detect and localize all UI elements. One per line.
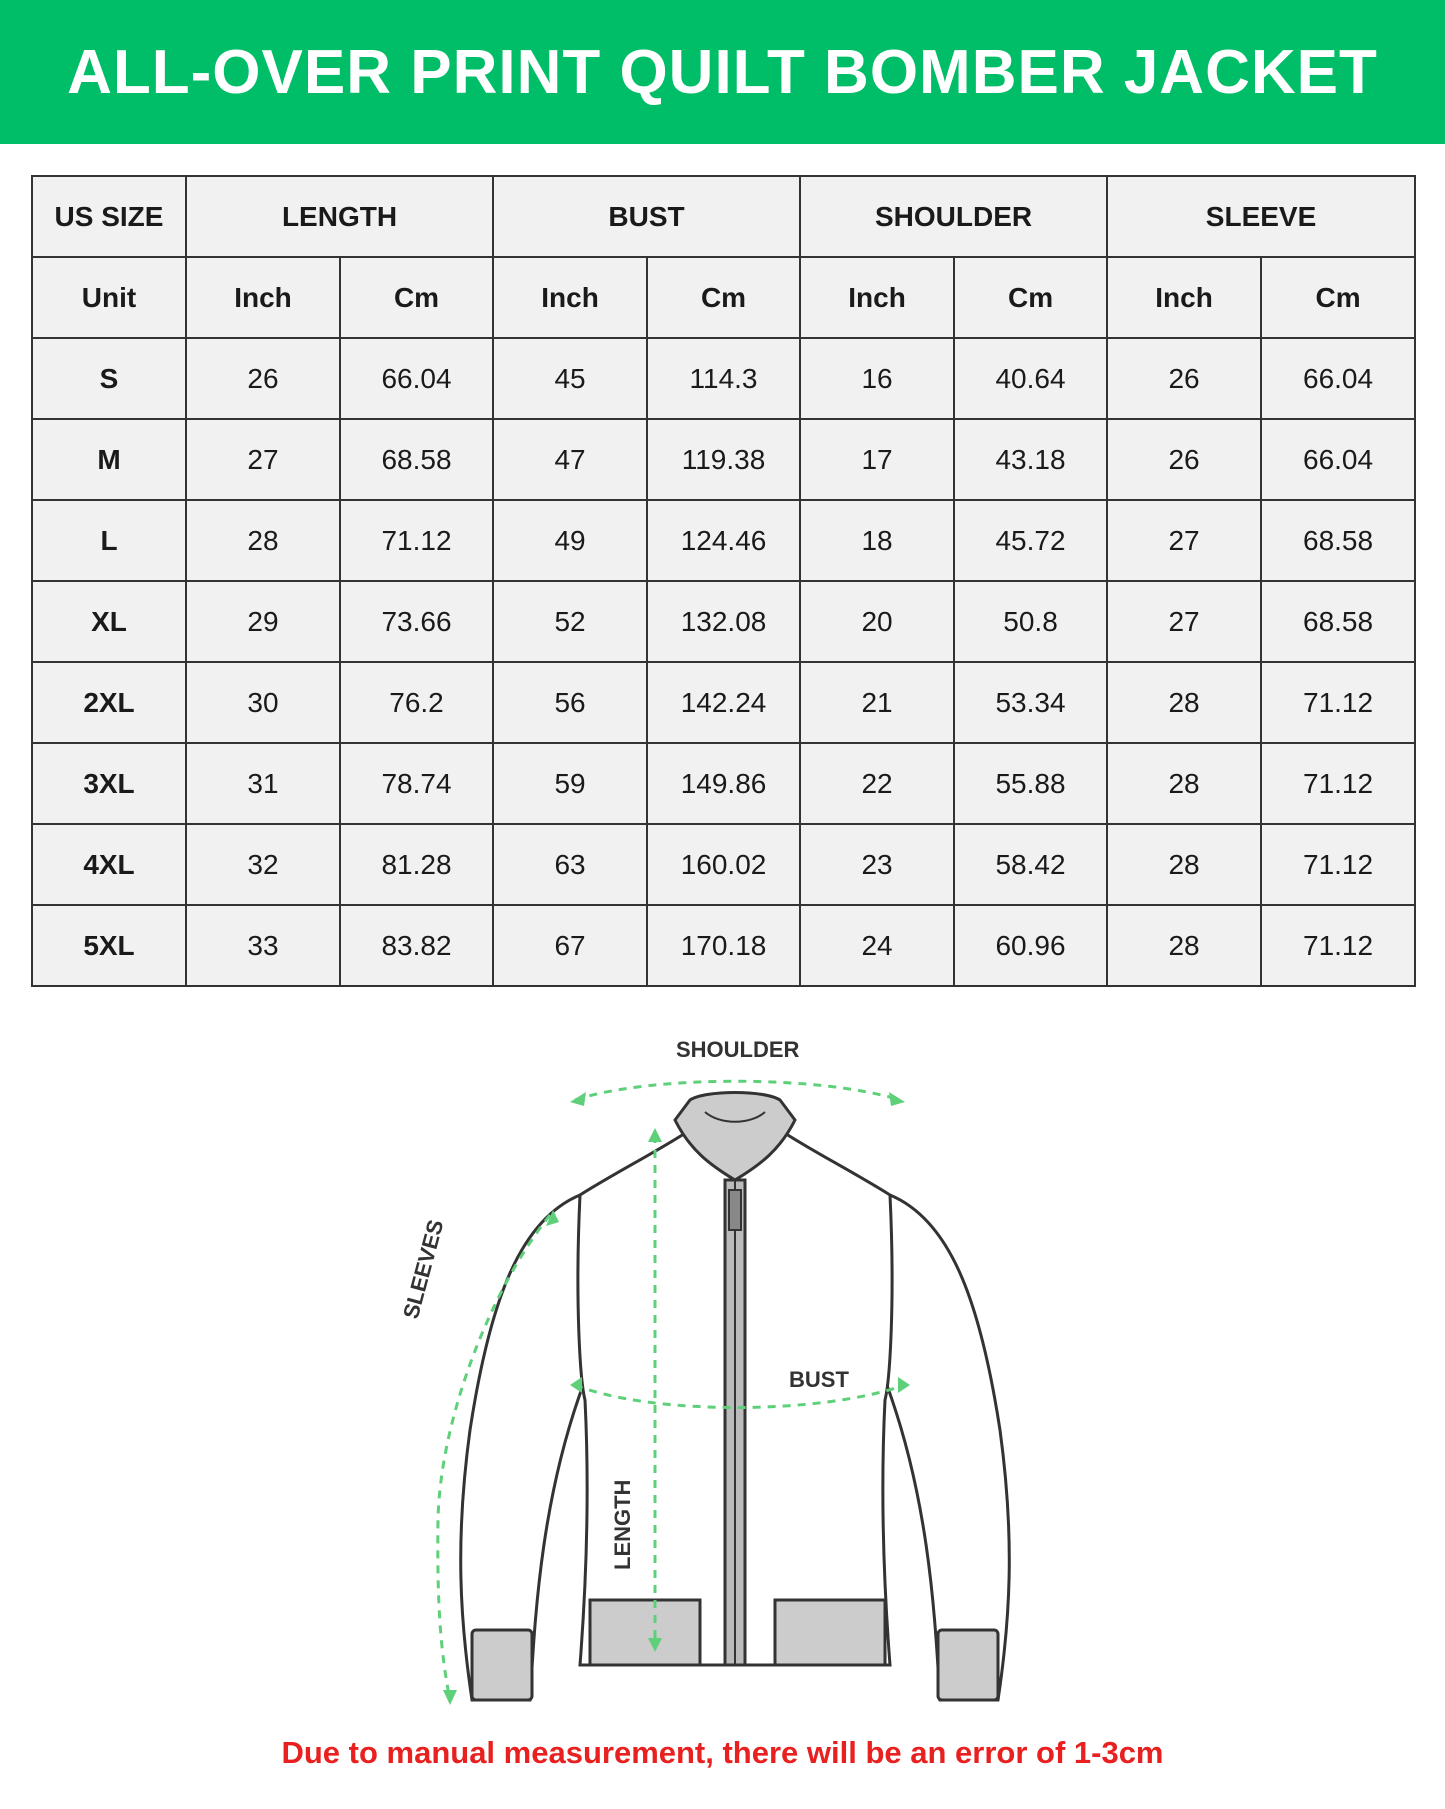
- table-row: [32, 743, 1415, 824]
- measurement-cell: 28: [1107, 743, 1261, 824]
- measurement-cell: 119.38: [647, 419, 800, 500]
- measurement-cell: 26: [186, 338, 340, 419]
- measurement-cell: 47: [493, 419, 647, 500]
- measurement-cell: 71.12: [1261, 662, 1415, 743]
- measurement-cell: 26: [1107, 419, 1261, 500]
- measurement-cell: 56: [493, 662, 647, 743]
- left-sleeve-outline: [461, 1195, 585, 1700]
- measurement-cell: 29: [186, 581, 340, 662]
- measurement-cell: 28: [1107, 662, 1261, 743]
- table-row: [32, 338, 1415, 419]
- unit-cell: Cm: [340, 257, 493, 338]
- right-sleeve-outline: [885, 1195, 1009, 1700]
- measurement-cell: 24: [800, 905, 954, 986]
- measurement-cell: 170.18: [647, 905, 800, 986]
- waistband-left: [590, 1600, 700, 1665]
- left-cuff: [472, 1630, 532, 1700]
- size-label-cell: L: [32, 500, 186, 581]
- measurement-cell: 27: [1107, 581, 1261, 662]
- measurement-cell: 32: [186, 824, 340, 905]
- measurement-cell: 83.82: [340, 905, 493, 986]
- measurement-cell: 78.74: [340, 743, 493, 824]
- bust-label: BUST: [789, 1367, 849, 1392]
- size-label-cell: 4XL: [32, 824, 186, 905]
- page-title: ALL-OVER PRINT QUILT BOMBER JACKET: [67, 37, 1378, 107]
- table-row: [32, 500, 1415, 581]
- measurement-cell: 76.2: [340, 662, 493, 743]
- sleeves-label: SLEEVES: [398, 1216, 449, 1322]
- measurement-cell: 71.12: [340, 500, 493, 581]
- measurement-cell: 20: [800, 581, 954, 662]
- size-label-cell: S: [32, 338, 186, 419]
- measurement-cell: 71.12: [1261, 905, 1415, 986]
- measurement-cell: 124.46: [647, 500, 800, 581]
- title-banner: [0, 0, 1445, 144]
- measurement-cell: 27: [1107, 500, 1261, 581]
- unit-cell: Unit: [32, 257, 186, 338]
- measurement-cell: 160.02: [647, 824, 800, 905]
- measurement-cell: 132.08: [647, 581, 800, 662]
- measurement-cell: 71.12: [1261, 743, 1415, 824]
- measurement-cell: 81.28: [340, 824, 493, 905]
- size-chart-table: [31, 175, 1416, 987]
- measurement-cell: 16: [800, 338, 954, 419]
- length-label: LENGTH: [610, 1479, 635, 1570]
- measurement-cell: 26: [1107, 338, 1261, 419]
- measurement-cell: 58.42: [954, 824, 1107, 905]
- measurement-cell: 31: [186, 743, 340, 824]
- measurement-cell: 17: [800, 419, 954, 500]
- right-cuff: [938, 1630, 998, 1700]
- measurement-cell: 52: [493, 581, 647, 662]
- unit-cell: Cm: [1261, 257, 1415, 338]
- measurement-cell: 142.24: [647, 662, 800, 743]
- measurement-cell: 71.12: [1261, 824, 1415, 905]
- unit-cell: Inch: [800, 257, 954, 338]
- measurement-cell: 63: [493, 824, 647, 905]
- waistband-right: [775, 1600, 885, 1665]
- unit-cell: Inch: [1107, 257, 1261, 338]
- header-shoulder: SHOULDER: [800, 176, 1107, 257]
- measurement-cell: 66.04: [1261, 338, 1415, 419]
- measurement-cell: 66.04: [1261, 419, 1415, 500]
- measurement-cell: 30: [186, 662, 340, 743]
- measurement-cell: 68.58: [1261, 500, 1415, 581]
- measurement-cell: 28: [1107, 824, 1261, 905]
- table-row: [32, 419, 1415, 500]
- header-length: LENGTH: [186, 176, 493, 257]
- table-row: [32, 824, 1415, 905]
- measurement-cell: 68.58: [1261, 581, 1415, 662]
- measurement-cell: 18: [800, 500, 954, 581]
- measurement-cell: 68.58: [340, 419, 493, 500]
- measurement-cell: 149.86: [647, 743, 800, 824]
- measurement-cell: 33: [186, 905, 340, 986]
- measurement-cell: 28: [186, 500, 340, 581]
- size-label-cell: M: [32, 419, 186, 500]
- table-row: [32, 581, 1415, 662]
- measurement-cell: 45: [493, 338, 647, 419]
- measurement-cell: 59: [493, 743, 647, 824]
- size-label-cell: 3XL: [32, 743, 186, 824]
- measurement-cell: 45.72: [954, 500, 1107, 581]
- measurement-cell: 66.04: [340, 338, 493, 419]
- measurement-cell: 23: [800, 824, 954, 905]
- measurement-cell: 28: [1107, 905, 1261, 986]
- size-label-cell: XL: [32, 581, 186, 662]
- header-sleeve: SLEEVE: [1107, 176, 1415, 257]
- jacket-measurement-diagram: [0, 1000, 1445, 1720]
- header-row: [32, 176, 1415, 257]
- measurement-cell: 53.34: [954, 662, 1107, 743]
- unit-cell: Inch: [493, 257, 647, 338]
- measurement-error-note: Due to manual measurement, there will be an error of 1-3cm: [281, 1735, 1164, 1770]
- measurement-cell: 67: [493, 905, 647, 986]
- measurement-cell: 73.66: [340, 581, 493, 662]
- measurement-cell: 27: [186, 419, 340, 500]
- unit-row: [32, 257, 1415, 338]
- shoulder-label: SHOULDER: [676, 1037, 800, 1062]
- measurement-cell: 50.8: [954, 581, 1107, 662]
- measurement-cell: 21: [800, 662, 954, 743]
- header-size: US SIZE: [32, 176, 186, 257]
- measurement-cell: 49: [493, 500, 647, 581]
- measurement-cell: 43.18: [954, 419, 1107, 500]
- table-row: [32, 905, 1415, 986]
- measurement-cell: 22: [800, 743, 954, 824]
- measurement-cell: 40.64: [954, 338, 1107, 419]
- measurement-cell: 55.88: [954, 743, 1107, 824]
- unit-cell: Inch: [186, 257, 340, 338]
- table-row: [32, 662, 1415, 743]
- size-label-cell: 5XL: [32, 905, 186, 986]
- measurement-cell: 60.96: [954, 905, 1107, 986]
- unit-cell: Cm: [647, 257, 800, 338]
- measurement-cell: 114.3: [647, 338, 800, 419]
- jacket-illustration: [0, 1000, 1445, 1720]
- unit-cell: Cm: [954, 257, 1107, 338]
- header-bust: BUST: [493, 176, 800, 257]
- size-label-cell: 2XL: [32, 662, 186, 743]
